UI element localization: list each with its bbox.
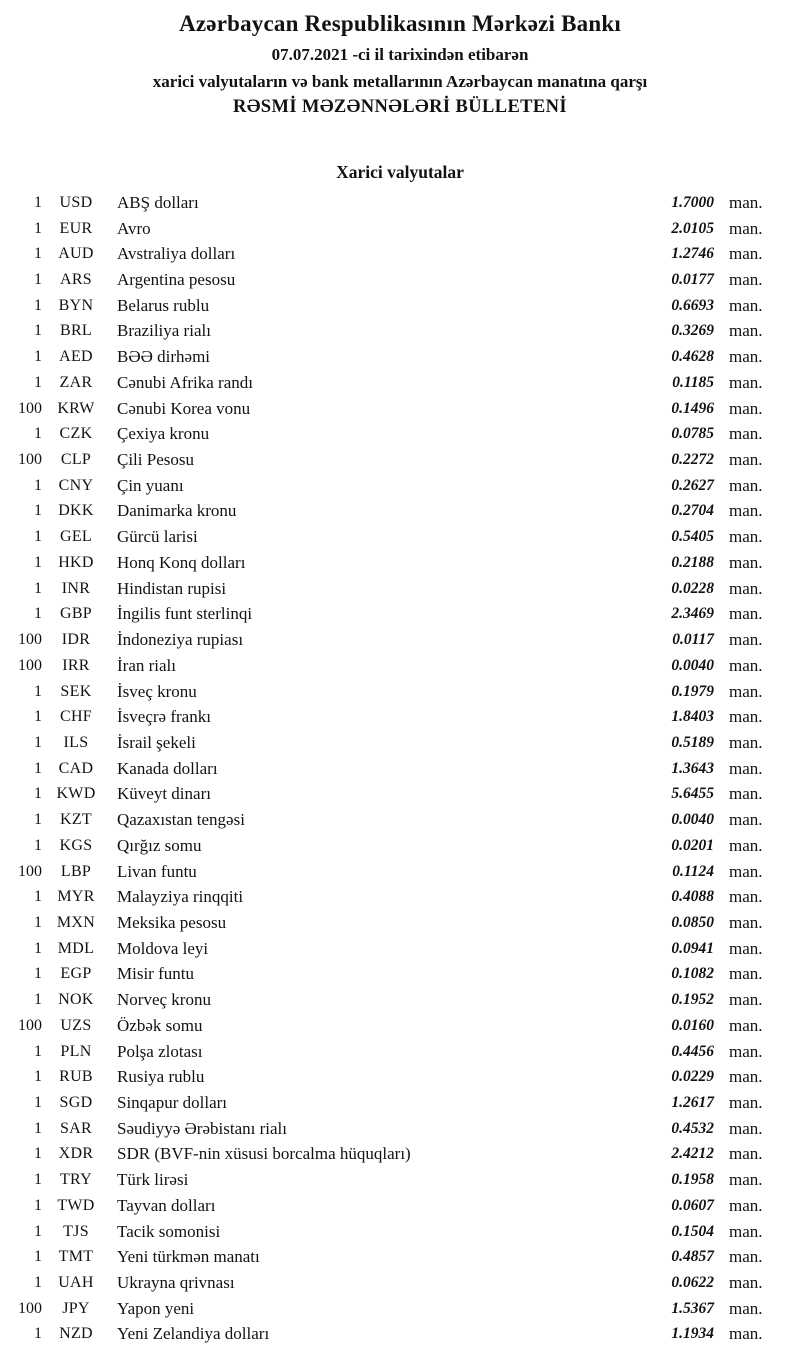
table-row bbox=[0, 1039, 800, 1065]
rate-value-cell: 0.4628 bbox=[671, 348, 714, 366]
bank-name-title: Azərbaycan Respublikasının Mərkəzi Bankı bbox=[179, 11, 621, 36]
currency-name-cell: Hindistan rupisi bbox=[117, 578, 227, 598]
unit-label-cell: man. bbox=[729, 347, 763, 367]
unit-label-cell: man. bbox=[729, 398, 763, 418]
table-row bbox=[0, 576, 800, 602]
quantity-cell: 1 bbox=[34, 888, 42, 906]
quantity-cell: 1 bbox=[34, 476, 42, 494]
quantity-cell: 1 bbox=[34, 965, 42, 983]
quantity-cell: 1 bbox=[34, 1274, 42, 1292]
currency-name-cell: Honq Konq dolları bbox=[117, 552, 246, 572]
unit-label-cell: man. bbox=[729, 1144, 763, 1164]
currency-code-cell: CNY bbox=[58, 476, 94, 494]
rate-value-cell: 0.0607 bbox=[671, 1196, 714, 1214]
unit-label-cell: man. bbox=[729, 990, 763, 1010]
table-row bbox=[0, 627, 800, 653]
unit-label-cell: man. bbox=[729, 681, 763, 701]
currency-name-cell: Çexiya kronu bbox=[117, 424, 210, 444]
quantity-cell: 1 bbox=[34, 1222, 42, 1240]
currency-name-cell: ABŞ dolları bbox=[117, 192, 199, 212]
currency-name-cell: Gürcü larisi bbox=[117, 527, 198, 547]
quantity-cell: 1 bbox=[34, 708, 42, 726]
currency-name-cell: SDR (BVF-nin xüsusi borcalma hüquqları) bbox=[117, 1144, 411, 1164]
currency-code-cell: CHF bbox=[59, 708, 93, 726]
table-row bbox=[0, 884, 800, 910]
currency-name-cell: Misir funtu bbox=[117, 964, 194, 984]
rate-value-cell: 0.5405 bbox=[671, 528, 714, 546]
currency-code-cell: GBP bbox=[59, 605, 93, 623]
quantity-cell: 1 bbox=[34, 733, 42, 751]
rate-value-cell: 0.1082 bbox=[671, 965, 714, 983]
currency-code-cell: HKD bbox=[58, 553, 94, 571]
rate-value-cell: 0.1958 bbox=[671, 1171, 714, 1189]
currency-code-cell: TWD bbox=[57, 1196, 95, 1214]
table-row bbox=[0, 807, 800, 833]
currency-name-cell: Rusiya rublu bbox=[117, 1067, 205, 1087]
currency-code-cell: NZD bbox=[59, 1325, 93, 1343]
quantity-cell: 1 bbox=[34, 425, 42, 443]
rate-value-cell: 0.0850 bbox=[671, 913, 714, 931]
quantity-cell: 100 bbox=[18, 631, 42, 649]
currency-code-cell: ILS bbox=[63, 733, 89, 751]
document-subtitle: xarici valyutaların və bank metallarının Azərbaycan manatına qarşı bbox=[152, 72, 648, 91]
rate-value-cell: 0.0177 bbox=[671, 271, 714, 289]
quantity-cell: 1 bbox=[34, 1094, 42, 1112]
quantity-cell: 1 bbox=[34, 913, 42, 931]
table-row bbox=[0, 1193, 800, 1219]
unit-label-cell: man. bbox=[729, 244, 763, 264]
currency-code-cell: KGS bbox=[59, 836, 93, 854]
rate-value-cell: 0.4456 bbox=[671, 1042, 714, 1060]
rate-value-cell: 0.1496 bbox=[671, 399, 714, 417]
rate-value-cell: 0.1124 bbox=[672, 862, 714, 880]
currency-name-cell: Cənubi Afrika randı bbox=[117, 372, 253, 392]
table-row bbox=[0, 1219, 800, 1245]
table-row bbox=[0, 370, 800, 396]
currency-name-cell: Çili Pesosu bbox=[117, 450, 194, 470]
currency-name-cell: Argentina pesosu bbox=[117, 270, 236, 290]
quantity-cell: 1 bbox=[34, 245, 42, 263]
currency-name-cell: İsveçrə frankı bbox=[117, 707, 211, 727]
table-row bbox=[0, 756, 800, 782]
table-row bbox=[0, 524, 800, 550]
rate-value-cell: 1.2746 bbox=[671, 245, 714, 263]
currency-code-cell: INR bbox=[61, 579, 91, 597]
currency-name-cell: Belarus rublu bbox=[117, 295, 210, 315]
rate-value-cell: 0.0040 bbox=[671, 656, 714, 674]
unit-label-cell: man. bbox=[729, 475, 763, 495]
effective-date-line: 07.07.2021 -ci il tarixindən etibarən bbox=[271, 45, 529, 64]
unit-label-cell: man. bbox=[729, 707, 763, 727]
unit-label-cell: man. bbox=[729, 835, 763, 855]
currency-name-cell: Küveyt dinarı bbox=[117, 784, 211, 804]
currency-code-cell: UAH bbox=[58, 1274, 94, 1292]
currency-name-cell: Ukrayna qrivnası bbox=[117, 1273, 235, 1293]
unit-label-cell: man. bbox=[729, 1118, 763, 1138]
currency-code-cell: UZS bbox=[60, 1016, 92, 1034]
currency-code-cell: LBP bbox=[60, 862, 92, 880]
currency-code-cell: SEK bbox=[60, 682, 92, 700]
currency-code-cell: MXN bbox=[56, 913, 96, 931]
unit-label-cell: man. bbox=[729, 321, 763, 341]
unit-label-cell: man. bbox=[729, 784, 763, 804]
rate-value-cell: 0.1952 bbox=[671, 991, 714, 1009]
table-row bbox=[0, 730, 800, 756]
unit-label-cell: man. bbox=[729, 938, 763, 958]
unit-label-cell: man. bbox=[729, 758, 763, 778]
rate-value-cell: 0.5189 bbox=[671, 733, 714, 751]
table-row bbox=[0, 344, 800, 370]
table-row bbox=[0, 1116, 800, 1142]
table-row bbox=[0, 447, 800, 473]
currency-code-cell: IDR bbox=[61, 631, 91, 649]
rate-value-cell: 2.0105 bbox=[671, 219, 714, 237]
currency-name-cell: Braziliya rialı bbox=[117, 321, 211, 341]
unit-label-cell: man. bbox=[729, 1324, 763, 1344]
quantity-cell: 1 bbox=[34, 271, 42, 289]
unit-label-cell: man. bbox=[729, 501, 763, 521]
unit-label-cell: man. bbox=[729, 1093, 763, 1113]
currency-name-cell: Avro bbox=[117, 218, 151, 238]
currency-code-cell: ARS bbox=[59, 271, 93, 289]
table-row bbox=[0, 396, 800, 422]
quantity-cell: 1 bbox=[34, 785, 42, 803]
currency-code-cell: PLN bbox=[60, 1042, 92, 1060]
currency-name-cell: Meksika pesosu bbox=[117, 912, 227, 932]
table-row bbox=[0, 293, 800, 319]
currency-code-cell: MYR bbox=[57, 888, 95, 906]
unit-label-cell: man. bbox=[729, 552, 763, 572]
currency-name-cell: Livan funtu bbox=[117, 861, 197, 881]
currency-name-cell: İsrail şekeli bbox=[117, 732, 196, 752]
document-header bbox=[0, 0, 800, 118]
rate-value-cell: 0.0117 bbox=[672, 631, 714, 649]
rate-value-cell: 0.0229 bbox=[671, 1068, 714, 1086]
unit-label-cell: man. bbox=[729, 270, 763, 290]
rate-value-cell: 0.1504 bbox=[671, 1222, 714, 1240]
rate-value-cell: 0.0040 bbox=[671, 811, 714, 829]
rate-value-cell: 0.1185 bbox=[672, 373, 714, 391]
quantity-cell: 100 bbox=[18, 1299, 42, 1317]
quantity-cell: 1 bbox=[34, 939, 42, 957]
table-row bbox=[0, 421, 800, 447]
unit-label-cell: man. bbox=[729, 1298, 763, 1318]
currency-code-cell: DKK bbox=[58, 502, 94, 520]
unit-label-cell: man. bbox=[729, 527, 763, 547]
section-title-foreign-currencies: Xarici valyutalar bbox=[336, 162, 464, 182]
quantity-cell: 1 bbox=[34, 1171, 42, 1189]
currency-name-cell: Danimarka kronu bbox=[117, 501, 237, 521]
currency-name-cell: Türk lirəsi bbox=[117, 1170, 189, 1190]
currency-code-cell: ZAR bbox=[59, 373, 93, 391]
unit-label-cell: man. bbox=[729, 1015, 763, 1035]
unit-label-cell: man. bbox=[729, 372, 763, 392]
currency-name-cell: Çin yuanı bbox=[117, 475, 184, 495]
rate-value-cell: 0.2188 bbox=[671, 553, 714, 571]
quantity-cell: 1 bbox=[34, 193, 42, 211]
currency-name-cell: İngilis funt sterlinqi bbox=[117, 604, 253, 624]
currency-code-cell: XDR bbox=[58, 1145, 94, 1163]
table-row bbox=[0, 859, 800, 885]
unit-label-cell: man. bbox=[729, 424, 763, 444]
table-row bbox=[0, 499, 800, 525]
table-row bbox=[0, 190, 800, 216]
currency-code-cell: AED bbox=[59, 348, 93, 366]
currency-code-cell: KRW bbox=[57, 399, 95, 417]
currency-code-cell: NOK bbox=[58, 991, 94, 1009]
table-row bbox=[0, 679, 800, 705]
table-row bbox=[0, 1090, 800, 1116]
rate-value-cell: 1.1934 bbox=[671, 1325, 714, 1343]
quantity-cell: 1 bbox=[34, 1248, 42, 1266]
rate-value-cell: 1.2617 bbox=[671, 1094, 714, 1112]
table-row bbox=[0, 1064, 800, 1090]
currency-name-cell: Polşa zlotası bbox=[117, 1041, 203, 1061]
currency-name-cell: Sinqapur dolları bbox=[117, 1093, 228, 1113]
quantity-cell: 100 bbox=[18, 451, 42, 469]
unit-label-cell: man. bbox=[729, 861, 763, 881]
currency-code-cell: EUR bbox=[59, 219, 93, 237]
bulletin-title: RƏSMİ MƏZƏNNƏLƏRİ BÜLLETENİ bbox=[232, 97, 568, 117]
rate-value-cell: 0.4532 bbox=[671, 1119, 714, 1137]
currency-name-cell: Özbək somu bbox=[117, 1015, 203, 1035]
table-row bbox=[0, 1013, 800, 1039]
unit-label-cell: man. bbox=[729, 655, 763, 675]
unit-label-cell: man. bbox=[729, 887, 763, 907]
table-row bbox=[0, 833, 800, 859]
currency-name-cell: İran rialı bbox=[117, 655, 176, 675]
table-row bbox=[0, 1142, 800, 1168]
currency-code-cell: GEL bbox=[59, 528, 92, 546]
table-row bbox=[0, 216, 800, 242]
currency-name-cell: Tacik somonisi bbox=[117, 1221, 221, 1241]
unit-label-cell: man. bbox=[729, 964, 763, 984]
exchange-rates-table bbox=[0, 190, 800, 1347]
unit-label-cell: man. bbox=[729, 450, 763, 470]
unit-label-cell: man. bbox=[729, 1247, 763, 1267]
currency-name-cell: Cənubi Korea vonu bbox=[117, 398, 251, 418]
table-row bbox=[0, 267, 800, 293]
rate-value-cell: 1.5367 bbox=[671, 1299, 714, 1317]
unit-label-cell: man. bbox=[729, 604, 763, 624]
table-row bbox=[0, 653, 800, 679]
currency-code-cell: SGD bbox=[59, 1094, 93, 1112]
quantity-cell: 1 bbox=[34, 373, 42, 391]
unit-label-cell: man. bbox=[729, 1195, 763, 1215]
currency-code-cell: AUD bbox=[58, 245, 94, 263]
rate-value-cell: 1.8403 bbox=[671, 708, 714, 726]
currency-name-cell: Yapon yeni bbox=[117, 1298, 195, 1318]
currency-code-cell: JPY bbox=[62, 1299, 90, 1317]
quantity-cell: 1 bbox=[34, 1068, 42, 1086]
currency-code-cell: RUB bbox=[59, 1068, 93, 1086]
unit-label-cell: man. bbox=[729, 1273, 763, 1293]
rate-value-cell: 0.0622 bbox=[671, 1274, 714, 1292]
currency-name-cell: Səudiyyə Ərəbistanı rialı bbox=[117, 1118, 287, 1138]
table-row bbox=[0, 1244, 800, 1270]
quantity-cell: 1 bbox=[34, 1119, 42, 1137]
quantity-cell: 1 bbox=[34, 219, 42, 237]
currency-name-cell: Avstraliya dolları bbox=[117, 244, 236, 264]
quantity-cell: 1 bbox=[34, 1196, 42, 1214]
currency-name-cell: Kanada dolları bbox=[117, 758, 218, 778]
currency-name-cell: Qazaxıstan tengəsi bbox=[117, 810, 245, 830]
currency-code-cell: SAR bbox=[59, 1119, 93, 1137]
currency-code-cell: TMT bbox=[58, 1248, 94, 1266]
rate-value-cell: 5.6455 bbox=[671, 785, 714, 803]
currency-code-cell: CZK bbox=[59, 425, 93, 443]
quantity-cell: 1 bbox=[34, 579, 42, 597]
currency-code-cell: KZT bbox=[59, 811, 92, 829]
quantity-cell: 1 bbox=[34, 682, 42, 700]
quantity-cell: 100 bbox=[18, 1016, 42, 1034]
table-row bbox=[0, 910, 800, 936]
rate-value-cell: 0.1979 bbox=[671, 682, 714, 700]
table-row bbox=[0, 1167, 800, 1193]
unit-label-cell: man. bbox=[729, 1221, 763, 1241]
unit-label-cell: man. bbox=[729, 810, 763, 830]
quantity-cell: 1 bbox=[34, 502, 42, 520]
rate-value-cell: 0.2704 bbox=[671, 502, 714, 520]
currency-name-cell: İsveç kronu bbox=[117, 681, 197, 701]
currency-code-cell: CLP bbox=[60, 451, 92, 469]
table-row bbox=[0, 1270, 800, 1296]
table-row bbox=[0, 1322, 800, 1348]
quantity-cell: 1 bbox=[34, 1042, 42, 1060]
rate-value-cell: 0.0201 bbox=[671, 836, 714, 854]
quantity-cell: 1 bbox=[34, 1145, 42, 1163]
currency-name-cell: Norveç kronu bbox=[117, 990, 211, 1010]
quantity-cell: 100 bbox=[18, 862, 42, 880]
rate-value-cell: 2.4212 bbox=[671, 1145, 714, 1163]
table-row bbox=[0, 936, 800, 962]
unit-label-cell: man. bbox=[729, 1170, 763, 1190]
quantity-cell: 1 bbox=[34, 296, 42, 314]
rate-value-cell: 2.3469 bbox=[671, 605, 714, 623]
table-row bbox=[0, 962, 800, 988]
unit-label-cell: man. bbox=[729, 192, 763, 212]
quantity-cell: 1 bbox=[34, 836, 42, 854]
rate-value-cell: 0.0228 bbox=[671, 579, 714, 597]
unit-label-cell: man. bbox=[729, 912, 763, 932]
quantity-cell: 1 bbox=[34, 1325, 42, 1343]
table-row bbox=[0, 704, 800, 730]
table-row bbox=[0, 241, 800, 267]
quantity-cell: 1 bbox=[34, 348, 42, 366]
currency-name-cell: Yeni türkmən manatı bbox=[117, 1247, 260, 1267]
currency-code-cell: MDL bbox=[57, 939, 95, 957]
table-row bbox=[0, 1296, 800, 1322]
quantity-cell: 1 bbox=[34, 759, 42, 777]
rate-value-cell: 0.4088 bbox=[671, 888, 714, 906]
unit-label-cell: man. bbox=[729, 1067, 763, 1087]
rate-value-cell: 1.7000 bbox=[671, 193, 714, 211]
currency-name-cell: Tayvan dolları bbox=[117, 1195, 216, 1215]
rate-value-cell: 0.2272 bbox=[671, 451, 714, 469]
unit-label-cell: man. bbox=[729, 1041, 763, 1061]
table-row bbox=[0, 473, 800, 499]
currency-name-cell: Malayziya rinqqiti bbox=[117, 887, 244, 907]
currency-code-cell: TRY bbox=[59, 1171, 93, 1189]
table-row bbox=[0, 782, 800, 808]
currency-code-cell: EGP bbox=[60, 965, 92, 983]
unit-label-cell: man. bbox=[729, 630, 763, 650]
currency-code-cell: KWD bbox=[56, 785, 96, 803]
rate-value-cell: 1.3643 bbox=[671, 759, 714, 777]
rate-value-cell: 0.2627 bbox=[671, 476, 714, 494]
currency-name-cell: Qırğız somu bbox=[117, 835, 202, 855]
quantity-cell: 1 bbox=[34, 991, 42, 1009]
currency-name-cell: İndoneziya rupiası bbox=[117, 630, 244, 650]
rate-value-cell: 0.4857 bbox=[671, 1248, 714, 1266]
rate-value-cell: 0.3269 bbox=[671, 322, 714, 340]
unit-label-cell: man. bbox=[729, 218, 763, 238]
currency-code-cell: BYN bbox=[58, 296, 94, 314]
table-row bbox=[0, 319, 800, 345]
unit-label-cell: man. bbox=[729, 578, 763, 598]
quantity-cell: 1 bbox=[34, 322, 42, 340]
quantity-cell: 100 bbox=[18, 656, 42, 674]
quantity-cell: 100 bbox=[18, 399, 42, 417]
currency-code-cell: CAD bbox=[58, 759, 94, 777]
rate-value-cell: 0.0160 bbox=[671, 1016, 714, 1034]
table-row bbox=[0, 987, 800, 1013]
quantity-cell: 1 bbox=[34, 553, 42, 571]
quantity-cell: 1 bbox=[34, 605, 42, 623]
quantity-cell: 1 bbox=[34, 528, 42, 546]
currency-name-cell: BƏƏ dirhəmi bbox=[117, 347, 211, 367]
table-row bbox=[0, 602, 800, 628]
currency-code-cell: USD bbox=[59, 193, 93, 211]
rate-value-cell: 0.0785 bbox=[671, 425, 714, 443]
table-row bbox=[0, 550, 800, 576]
unit-label-cell: man. bbox=[729, 732, 763, 752]
rate-value-cell: 0.0941 bbox=[671, 939, 714, 957]
currency-code-cell: IRR bbox=[62, 656, 90, 674]
unit-label-cell: man. bbox=[729, 295, 763, 315]
currency-name-cell: Moldova leyi bbox=[117, 938, 209, 958]
currency-code-cell: TJS bbox=[63, 1222, 89, 1240]
currency-code-cell: BRL bbox=[59, 322, 93, 340]
quantity-cell: 1 bbox=[34, 811, 42, 829]
rate-value-cell: 0.6693 bbox=[671, 296, 714, 314]
currency-name-cell: Yeni Zelandiya dolları bbox=[117, 1324, 270, 1344]
